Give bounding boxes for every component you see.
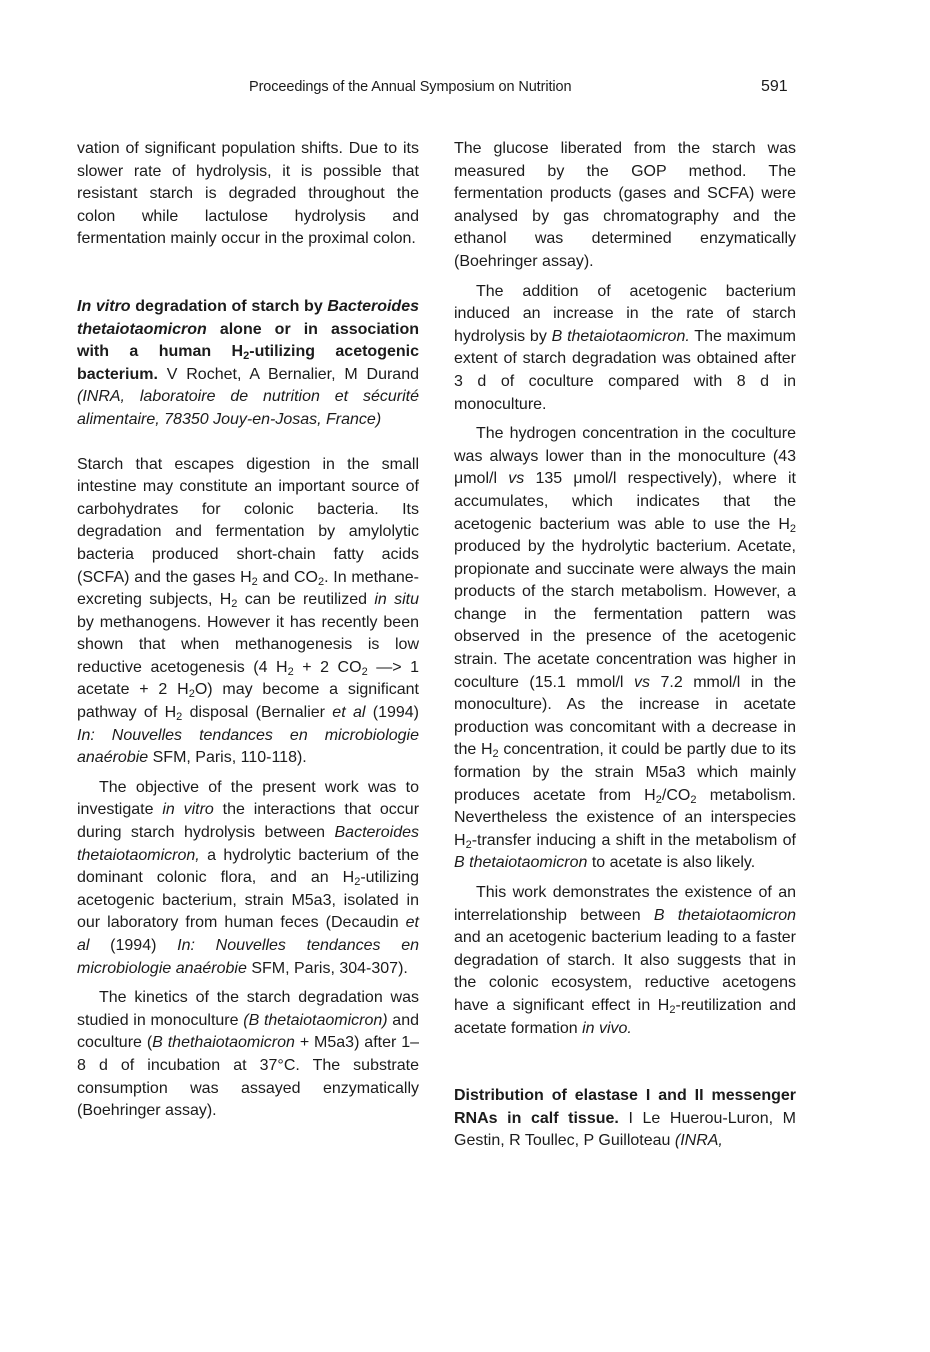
- affiliation: (INRA,: [674, 1132, 723, 1150]
- italic-text: In: Nouvelles tendances en microbiologie anaérobie: [77, 937, 420, 977]
- text: SFM, Paris, 304-307).: [246, 959, 408, 977]
- subscript: 2: [176, 711, 183, 724]
- paragraph-conclusion: [454, 882, 796, 1040]
- text: concentration, it could be partly due to its formation by the strain M5a3 which mainly produces acetate from H: [454, 741, 797, 804]
- paragraph-hydrogen: [454, 423, 796, 875]
- text: The objective of the present work was to investigate: [77, 778, 419, 819]
- text: The kinetics of the starch degradation was studied in monoculture: [77, 989, 419, 1029]
- italic-text: vs: [633, 673, 650, 691]
- right-column: [454, 138, 796, 1153]
- text: disposal (Bernalier: [182, 704, 333, 722]
- text: 135 μmol/l respectively), where it accumulates, which indicates that the acetogenic bacterium was able to use the H: [454, 470, 796, 533]
- title-italic: Bacteroides thetaiotaomicron: [77, 297, 419, 338]
- subscript: 2: [789, 522, 796, 535]
- subscript: 2: [354, 876, 361, 889]
- abstract-heading-in-vitro-starch: [77, 296, 419, 432]
- text: -utilizing acetogenic bacterium, strain M5a3, isolated in our laboratory from human feces (Decaudin: [77, 869, 419, 932]
- subscript: 2: [361, 665, 368, 678]
- text: -reutilization and acetate formation: [454, 996, 796, 1037]
- text: + 2 CO: [293, 658, 362, 676]
- subscript: 2: [243, 350, 250, 363]
- text: and CO: [257, 568, 318, 586]
- text: produced by the hydrolytic bacterium. Acetate, propionate and succinate were always the main products of the starch metabolism. However, a change in the fermentation pattern was observed in the presence of the acetogenic strain. The acetate concentration was higher in coculture (15.1 mmol/l: [454, 538, 796, 691]
- text: 7.2 mmol/l in the monoculture). As the increase in acetate production was concomitant with a decrease in the H: [454, 673, 796, 759]
- title-italic: In vitro: [77, 297, 131, 315]
- page-number: 591: [761, 78, 788, 95]
- paragraph-starch-escapes: [77, 454, 419, 770]
- italic-text: et al: [332, 704, 366, 722]
- italic-text: et al: [77, 914, 419, 954]
- italic-text: vs: [508, 470, 525, 488]
- text: to acetate is also likely.: [587, 854, 756, 872]
- text: the interactions that occur during starch hydrolysis between: [77, 801, 420, 842]
- text: and an acetogenic bacterium leading to a faster degradation of starch. It also suggests that in the colonic ecosystem, reductive acetogens have a significant effect in H: [454, 929, 796, 1014]
- text: The hydrogen concentration in the coculture was always lower than in the monoculture (43 μmol/l: [454, 425, 796, 488]
- paragraph-continuation: vation of significant population shifts. Due to its slower rate of hydrolysis, it is possible that resistant starch is degraded throughout the colon while lactulose hydrolysis and fermentation mainly occur in the proximal colon.: [77, 140, 419, 248]
- subscript: 2: [465, 838, 472, 851]
- text: by methanogens. However it has recently been shown that when methanogenesis is low reductive acetogenesis (4 H: [77, 613, 419, 676]
- left-column: [77, 138, 419, 1123]
- text: (1994): [365, 704, 419, 722]
- abstract-heading-elastase: [454, 1085, 796, 1153]
- text: and coculture (: [77, 1011, 420, 1052]
- subscript: 2: [287, 665, 294, 678]
- italic-text: in vitro: [162, 801, 214, 819]
- subscript: 2: [231, 598, 238, 611]
- affiliation: (INRA, laboratoire de nutrition et sécurité alimentaire, 78350 Jouy-en-Josas, France): [77, 388, 419, 428]
- running-title: Proceedings of the Annual Symposium on Nutrition: [249, 79, 572, 95]
- italic-text: Bacteroides thetaiotaomicron,: [77, 824, 419, 864]
- italic-text: in situ: [374, 591, 420, 609]
- text: -transfer inducing a shift in the metabolism of: [471, 831, 796, 849]
- paragraph-objective: [77, 777, 419, 980]
- running-header: [0, 79, 930, 99]
- text: (1994): [89, 937, 178, 954]
- italic-text: B thetaiotaomicron: [653, 906, 796, 924]
- subscript: 2: [655, 793, 662, 806]
- paragraph-glucose: The glucose liberated from the starch was measured by the GOP method. The fermentation products (gases and SCFA) were analysed by gas chromatography and the ethanol was determined enzymatically (Boehringer assay).: [454, 140, 796, 270]
- text: This work demonstrates the existence of an interrelationship between: [454, 884, 796, 924]
- text: —> 1 acetate + 2 H: [77, 658, 419, 699]
- title-text: degradation of starch by: [130, 297, 328, 315]
- text: a hydrolytic bacterium of the dominant colonic flora, and an H: [77, 846, 419, 887]
- text: metabolism. Nevertheless the existence of an interspecies H: [454, 786, 796, 849]
- paragraph-kinetics: [77, 987, 419, 1123]
- authors: V Rochet, A Bernalier, M Durand: [157, 365, 419, 383]
- text: + M5a3) after 1–8 d of incubation at 37°C. The substrate consumption was assayed enzymatically (Boehringer assay).: [77, 1034, 420, 1120]
- subscript: 2: [317, 575, 325, 588]
- text: . In methane-excreting subjects, H: [77, 568, 419, 609]
- authors: I Le Huerou-Luron, M Gestin, R Toullec, P Guilloteau: [454, 1109, 796, 1150]
- text: Starch that escapes digestion in the small intestine may constitute an important source of carbohydrates for colonic bacteria. Its degradation and fermentation by amylolytic bacteria produced short-chain fatty acids (SCFA) and the gases H: [77, 455, 419, 586]
- italic-text: in vivo.: [582, 1019, 632, 1037]
- title-text: Distribution of elastase I and II messenger RNAs in calf tissue.: [454, 1087, 796, 1127]
- text: /CO: [661, 786, 691, 804]
- italic-text: (B thetaiotaomicron): [243, 1011, 388, 1029]
- title-text: alone or in association with a human H: [77, 320, 419, 361]
- subscript: 2: [251, 575, 258, 588]
- text: The addition of acetogenic bacterium induced an increase in the rate of starch hydrolysis by: [454, 282, 796, 345]
- italic-text: In: Nouvelles tendances en microbiologie anaérobie: [77, 726, 419, 767]
- subscript: 2: [492, 748, 499, 761]
- title-text: -utilizing acetogenic bacterium.: [77, 343, 419, 383]
- subscript: 2: [188, 688, 195, 701]
- italic-text: B thetaiotaomicron: [454, 854, 588, 872]
- text: The maximum extent of starch degradation was obtained after 3 d of coculture compared with 8 d in monoculture.: [454, 327, 797, 413]
- text: SFM, Paris, 110-118).: [148, 749, 307, 767]
- italic-text: B thetaiotaomicron.: [551, 327, 690, 345]
- text: can be reutilized: [237, 591, 375, 609]
- italic-text: B thethaiotaomicron: [152, 1034, 295, 1052]
- paragraph-addition: [454, 281, 796, 417]
- subscript: 2: [690, 793, 697, 806]
- text: O) may become a significant pathway of H: [77, 681, 420, 722]
- subscript: 2: [669, 1003, 676, 1016]
